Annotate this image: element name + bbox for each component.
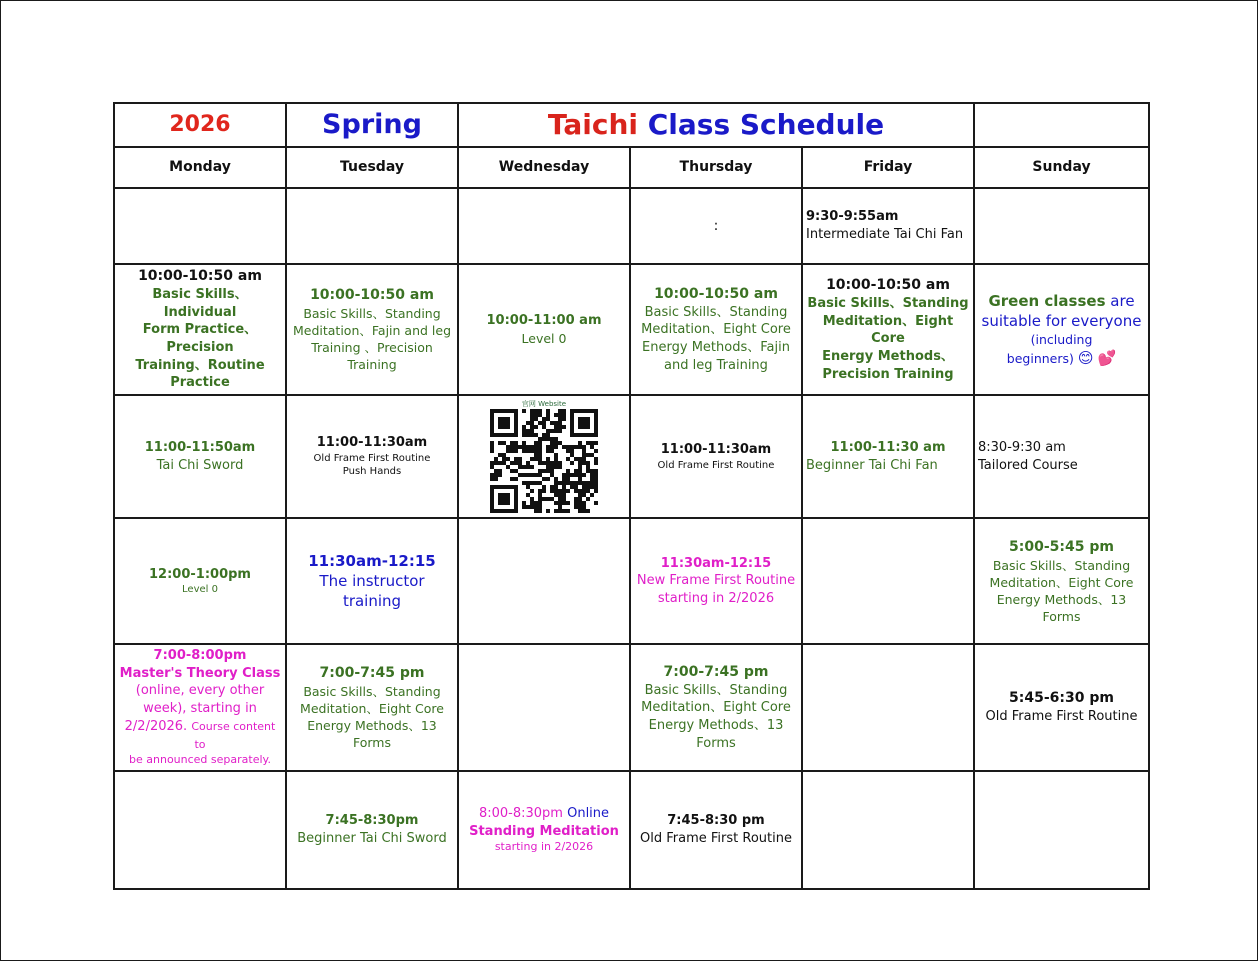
class-time: 7:00-8:00pm [153, 648, 247, 664]
class-detail: Basic Skills、Standing [303, 306, 441, 322]
class-time: 12:00-1:00pm [149, 566, 251, 582]
class-name: Master's Theory Class [119, 665, 281, 681]
class-time: 10:00-10:50 am [826, 276, 950, 293]
title-row [114, 103, 1149, 147]
class-detail: Precision Training [822, 366, 954, 382]
class-time: 11:00-11:30 am [830, 439, 946, 455]
class-detail: Basic Skills、Standing [807, 295, 969, 311]
title-cell [458, 103, 974, 147]
class-detail: Course content to [191, 719, 276, 751]
class-detail: Basic Skills、Individual [152, 287, 248, 320]
class-name: Beginner Tai Chi Sword [297, 831, 447, 847]
class-detail: Training、Routine [135, 357, 265, 373]
class-time: 11:00-11:30am [660, 442, 772, 457]
cell-wednesday-qr [458, 395, 630, 518]
green-classes-label: Green classes [988, 291, 1106, 310]
year-cell [114, 103, 286, 147]
class-time: 5:45-6:30 pm [1009, 690, 1114, 707]
cell-empty [458, 644, 630, 771]
title-empty-cell [974, 103, 1149, 147]
class-name: Tai Chi Sword [156, 457, 244, 473]
class-detail: Energy Methods、13 Forms [996, 591, 1127, 624]
class-time: 10:00-10:50 am [310, 287, 434, 304]
cell-empty [114, 771, 286, 889]
cell-tuesday-evening [286, 644, 458, 771]
class-detail: Forms [696, 735, 736, 751]
cell-sunday-tailored [974, 395, 1149, 518]
title-word-taichi: Taichi [547, 108, 638, 141]
schedule-row-3 [114, 395, 1149, 518]
class-name: Tailored Course [978, 457, 1078, 473]
cell-friday-morning [802, 264, 974, 395]
class-detail: (online, every other [135, 683, 265, 699]
season-cell [286, 103, 458, 147]
cell-empty [802, 771, 974, 889]
cell-monday-morning [114, 264, 286, 395]
cell-sunday-evening-1 [974, 518, 1149, 644]
day-thursday: Thursday [630, 147, 802, 188]
qr-code-icon[interactable] [490, 409, 598, 513]
class-detail: be announced separately. [129, 753, 271, 767]
class-name: Old Frame First Routine [640, 831, 792, 847]
class-time: 10:00-10:50 am [654, 285, 778, 302]
schedule-row-2 [114, 264, 1149, 395]
smile-emoji-icon: 😊 [1077, 349, 1094, 368]
cell-tuesday-old-frame [286, 395, 458, 518]
class-detail: Meditation、Eight Core [989, 574, 1134, 590]
cell-wednesday-online-meditation [458, 771, 630, 889]
class-detail: week), starting in [143, 701, 257, 717]
class-time-line [462, 805, 626, 823]
schedule-row-5 [114, 644, 1149, 771]
online-label: Online [567, 805, 610, 821]
class-name: Level 0 [521, 330, 567, 346]
class-time: 10:00-10:50 am [138, 268, 262, 285]
cell-tuesday-beginner-sword [286, 771, 458, 889]
cell-empty [114, 188, 286, 264]
cell-monday-sword [114, 395, 286, 518]
class-name: Beginner Tai Chi Fan [806, 457, 938, 473]
class-time: 11:00-11:30am [316, 435, 428, 451]
class-detail: starting in 2/2026 [657, 590, 775, 606]
class-detail [118, 718, 282, 753]
class-detail: Meditation、Eight Core [641, 322, 791, 338]
note-line [978, 348, 1145, 368]
class-time: 7:45-8:30 pm [667, 813, 765, 829]
cell-empty [458, 188, 630, 264]
day-wednesday: Wednesday [458, 147, 630, 188]
season-label: Spring [322, 108, 422, 140]
cell-tuesday-instructor [286, 518, 458, 644]
class-detail: Meditation、Eight Core [641, 700, 791, 716]
class-detail: Old Frame First Routine [313, 452, 431, 464]
class-time: 8:30-9:30 am [978, 439, 1066, 455]
class-detail: 2/2/2026. [124, 718, 188, 734]
class-detail: Energy Methods、13 [648, 718, 784, 734]
class-detail: and leg Training [664, 357, 768, 373]
class-time: 9:30-9:55am [806, 209, 899, 225]
class-time: 10:00-11:00 am [486, 313, 602, 329]
class-time: 7:45-8:30pm [325, 813, 419, 829]
note-line [978, 291, 1145, 311]
class-detail: Meditation、Eight Core [300, 701, 444, 717]
cell-tuesday-morning [286, 264, 458, 395]
class-name: Old Frame First Routine [985, 709, 1138, 725]
cell-thursday-new-frame [630, 518, 802, 644]
cell-empty [286, 188, 458, 264]
day-friday: Friday [802, 147, 974, 188]
class-name: New Frame First Routine [636, 573, 796, 589]
class-detail: starting in 2/2026 [494, 840, 594, 854]
day-monday: Monday [114, 147, 286, 188]
schedule-row-4 [114, 518, 1149, 644]
class-time: 11:30am-12:15 [660, 555, 772, 571]
year-label: 2026 [169, 112, 231, 138]
class-detail: Basic Skills、Standing [303, 684, 441, 700]
cell-empty [458, 518, 630, 644]
class-detail: Basic Skills、Standing [644, 304, 788, 320]
cell-thursday-evening [630, 644, 802, 771]
class-time: 8:00-8:30pm [478, 805, 563, 821]
class-time: 11:30am-12:15 [308, 551, 436, 570]
schedule-row-1 [114, 188, 1149, 264]
qr-block [462, 401, 626, 513]
cell-empty [802, 644, 974, 771]
day-sunday: Sunday [974, 147, 1149, 188]
class-detail: Training 、Precision Training [311, 340, 433, 373]
class-time: 11:00-11:50am [144, 439, 256, 455]
cell-wednesday-morning [458, 264, 630, 395]
class-time: 7:00-7:45 pm [663, 663, 769, 680]
schedule-table [113, 102, 1150, 890]
cell-friday-fan [802, 188, 974, 264]
page-title [548, 108, 884, 141]
class-detail: Energy Methods、Fajin [642, 340, 790, 356]
note-text: beginners) [1006, 351, 1074, 367]
cell-sunday-note [974, 264, 1149, 395]
hearts-emoji-icon: 💕 [1097, 349, 1117, 368]
class-detail: Form Practice、Precision [142, 322, 258, 356]
class-name: Level 0 [182, 584, 218, 596]
class-detail: Basic Skills、Standing [644, 682, 788, 698]
class-name: Standing Meditation [469, 823, 619, 839]
class-detail: Basic Skills、Standing [992, 557, 1131, 573]
cell-friday-beginner-fan [802, 395, 974, 518]
title-word-schedule: Class Schedule [647, 108, 885, 141]
cell-empty [974, 188, 1149, 264]
cell-thursday-colon: : [630, 188, 802, 264]
cell-monday-theory [114, 644, 286, 771]
class-name: The instructor training [319, 571, 425, 611]
class-time: 5:00-5:45 pm [1009, 538, 1114, 555]
cell-empty [802, 518, 974, 644]
cell-thursday-late [630, 771, 802, 889]
class-detail: Push Hands [342, 466, 402, 478]
cell-sunday-evening-2 [974, 644, 1149, 771]
class-time: 7:00-7:45 pm [319, 665, 425, 682]
class-detail: Energy Methods、13 Forms [307, 718, 437, 751]
note-text: suitable for everyone [981, 311, 1142, 330]
qr-caption: 官网 Website [521, 399, 567, 408]
cell-thursday-old-frame [630, 395, 802, 518]
schedule-row-6 [114, 771, 1149, 889]
day-tuesday: Tuesday [286, 147, 458, 188]
class-name: Old Frame First Routine [657, 459, 775, 471]
class-detail: Meditation、Eight Core [822, 313, 954, 347]
cell-thursday-morning [630, 264, 802, 395]
class-name: Intermediate Tai Chi Fan [806, 227, 964, 243]
class-detail: Meditation、Fajin and leg [292, 323, 452, 339]
cell-empty [974, 771, 1149, 889]
note-text: (including [1030, 332, 1093, 348]
day-header-row [114, 147, 1149, 188]
class-detail: Practice [170, 375, 230, 391]
class-detail: Energy Methods、 [822, 348, 954, 364]
note-text: are [1110, 291, 1135, 310]
cell-monday-level0 [114, 518, 286, 644]
